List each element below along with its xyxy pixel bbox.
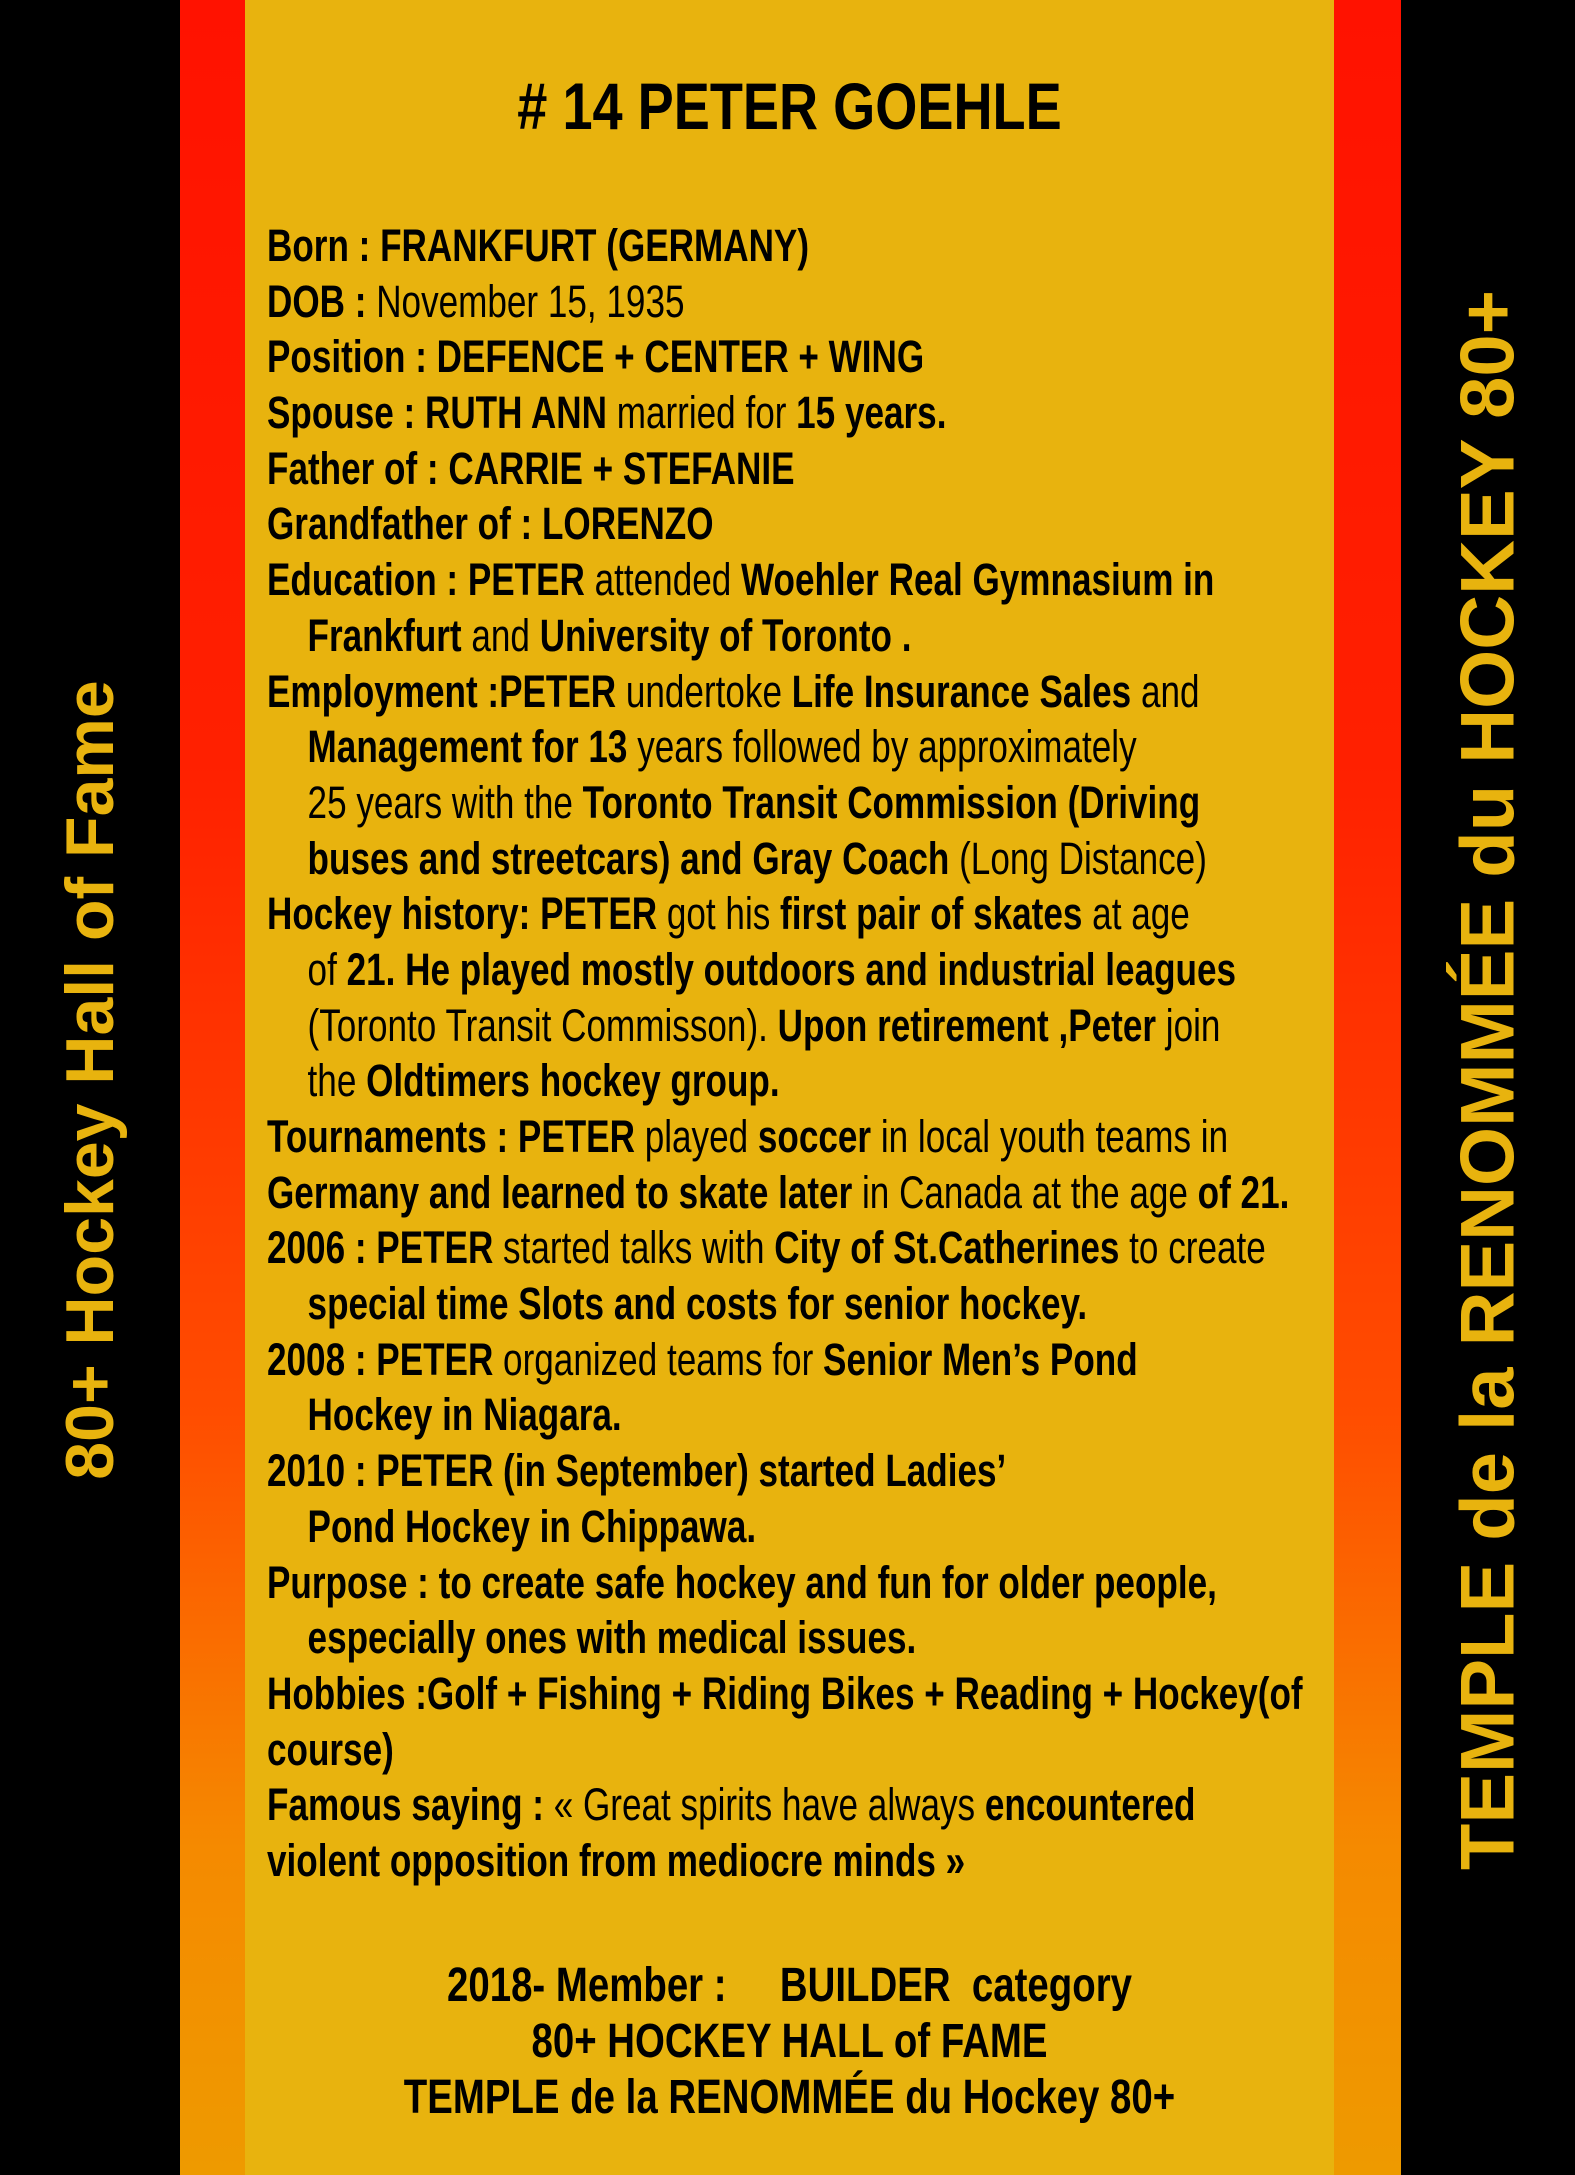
year-2008-line-2: Hockey in Niagara. xyxy=(307,1389,622,1441)
grandfather-line: Grandfather of : LORENZO xyxy=(267,498,714,550)
dob-line: DOB : November 15, 1935 xyxy=(267,275,685,327)
purpose-line-1: Purpose : to create safe hockey and fun for older people, xyxy=(267,1556,1217,1608)
saying-line-1: Famous saying : « Great spirits have always encountered xyxy=(267,1779,1196,1831)
purpose-line-2: especially ones with medical issues. xyxy=(307,1612,917,1664)
footer-temple: TEMPLE de la RENOMMÉE du Hockey 80+ xyxy=(403,2071,1176,2124)
employment-line-2: Management for 13 years followed by approximately xyxy=(307,721,1137,773)
hockey-line-2: of 21. He played mostly outdoors and industrial leagues xyxy=(307,943,1237,995)
tournaments-line-2: Germany and learned to skate later in Canada at the age of 21. xyxy=(267,1166,1290,1218)
year-2010-line-1: 2010 : PETER (in September) started Ladies’ xyxy=(267,1445,1007,1497)
year-2006-line-2: special time Slots and costs for senior hockey. xyxy=(307,1278,1088,1330)
year-2006-line-1: 2006 : PETER started talks with City of St.Catherines to create xyxy=(267,1222,1266,1274)
saying-line-2: violent opposition from mediocre minds » xyxy=(267,1834,966,1886)
footer xyxy=(354,1958,1225,2126)
hockey-line-1: Hockey history: PETER got his first pair of skates at age xyxy=(267,888,1190,940)
born-line: Born : FRANKFURT (GERMANY) xyxy=(267,220,810,271)
left-red-band xyxy=(180,0,245,2175)
left-side-label: 80+ Hockey Hall of Fame xyxy=(52,680,128,1480)
employment-line-3: 25 years with the Toronto Transit Commission (Driving xyxy=(307,776,1201,828)
hobbies-line-1: Hobbies :Golf + Fishing + Riding Bikes + Reading + Hockey(of xyxy=(267,1667,1303,1719)
hockey-line-4: the Oldtimers hockey group. xyxy=(307,1055,780,1107)
employment-line-4: buses and streetcars) and Gray Coach (Long Distance) xyxy=(307,832,1207,884)
right-red-band xyxy=(1334,0,1401,2175)
education-line-2: Frankfurt and University of Toronto . xyxy=(307,609,912,661)
year-2008-line-1: 2008 : PETER organized teams for Senior Men’s Pond xyxy=(267,1333,1138,1385)
bio-body xyxy=(267,218,1303,1889)
employment-line-1: Employment :PETER undertoke Life Insurance Sales and xyxy=(267,665,1200,717)
hobbies-line-2: course) xyxy=(267,1723,394,1775)
footer-membership: 2018- Member : BUILDER category xyxy=(447,1959,1132,2012)
footer-hall-of-fame: 80+ HOCKEY HALL of FAME xyxy=(531,2015,1048,2068)
education-line-1: Education : PETER attended Woehler Real Gymnasium in xyxy=(267,554,1215,606)
hockey-line-3: (Toronto Transit Commisson). Upon retirement ,Peter join xyxy=(307,999,1221,1051)
tournaments-line-1: Tournaments : PETER played soccer in local youth teams in xyxy=(267,1111,1229,1162)
father-line: Father of : CARRIE + STEFANIE xyxy=(267,442,795,494)
year-2010-line-2: Pond Hockey in Chippawa. xyxy=(307,1500,757,1552)
position-line: Position : DEFENCE + CENTER + WING xyxy=(267,331,925,383)
right-side-label: TEMPLE de la RENOMMÉE du HOCKEY 80+ xyxy=(1445,289,1531,1871)
spouse-line: Spouse : RUTH ANN married for 15 years. xyxy=(267,387,947,439)
bio-card xyxy=(245,0,1334,2175)
page-title: # 14 PETER GOEHLE xyxy=(517,69,1062,143)
